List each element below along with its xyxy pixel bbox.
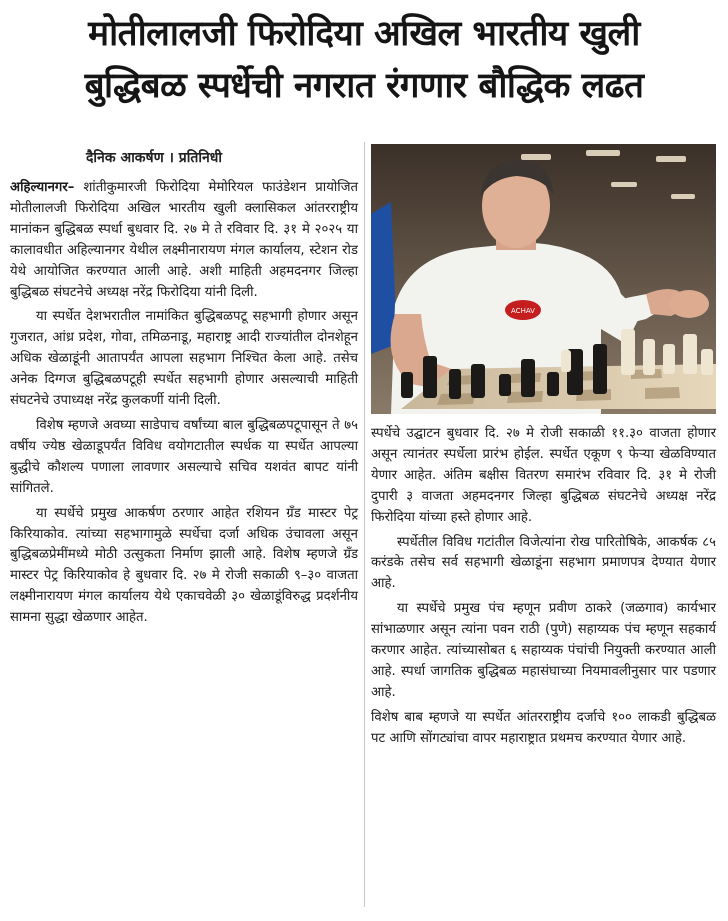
photo-illustration — [371, 144, 716, 414]
paragraph: या स्पर्धेत देशभरातील नामांकित बुद्धिबळपटू सहभागी होणार असून गुजरात, आंध्र प्रदेश, गोवा, तमिळनाडू, महाराष्ट्र आदी राज्यांतील दोनशेहून अधिक खेळाडूंनी आतापर्यंत आपला सहभाग निश्चित केला आहे. तसेच अनेक दिग्गज बुद्धिबळपटूही स्पर्धेत सहभागी होणार असल्याची माहिती संघटनेचे उपाध्यक्ष नरेंद्र कुलकर्णी यांनी दिली. — [10, 309, 358, 409]
paragraph: या स्पर्धेचे प्रमुख आकर्षण ठरणार आहेत रशियन ग्रँड मास्टर पेट्र किरियाकोव. त्यांच्या सहभागामुळे स्पर्धेचा दर्जा अधिक उंचावला असून बुद्धिबळप्रेमींमध्ये मोठी उत्सुकता निर्माण झाली आहे. विशेष म्हणजे ग्रँड मास्टर पेट्र किरियाकोव हे बुधवार दि. २७ मे रोजी सकाळी ९–३० वाजता लक्ष्मीनारायण मंगल कार्यालय येथे एकाचवेळी ३० खेळाडूंविरुद्ध प्रदर्शनीय सामना सुद्धा खेळणार आहेत. — [10, 505, 358, 626]
paragraph-text: शांतीकुमारजी फिरोदिया मेमोरियल फाउंडेशन प्रायोजित मोतीलालजी फिरोदिया अखिल भारतीय खुली क्लासिकल आंतरराष्ट्रीय मानांकन बुद्धिबळ स्पर्धा बुधवार दि. २७ मे ते रविवार दि. ३१ मे २०२५ या कालावधीत अहिल्यानगर येथील लक्ष्मीनारायण मंगल कार्यालय, स्टेशन रोड येथे आयोजित करण्यात आली आहे. अशी माहिती अहमदनगर जिल्हा बुद्धिबळ संघटनेचे अध्यक्ष नरेंद्र फिरोदिया यांनी दिली. — [10, 180, 359, 300]
chess-player-photo — [371, 144, 716, 414]
left-column — [10, 178, 358, 633]
column-divider — [364, 142, 365, 907]
paragraph: विशेष बाब म्हणजे या स्पर्धेत आंतरराष्ट्रीय दर्जाचे १०० लाकडी बुद्धिबळ पट आणि सोंगट्यांचा वापर महाराष्ट्रात प्रथमच करण्यात येणार आहे. — [371, 709, 716, 746]
headline-line-2: बुद्धिबळ स्पर्धेची नगरात रंगणार बौद्धिक लढत — [84, 66, 644, 106]
paragraph: स्पर्धेचे उद्घाटन बुधवार दि. २७ मे रोजी सकाळी ११.३० वाजता होणार असून त्यानंतर स्पर्धेला प्रारंभ होईल. स्पर्धेत एकूण ९ फेऱ्या खेळविण्यात येणार आहेत. अंतिम बक्षीस वितरण समारंभ रविवार दि. ३१ मे रोजी दुपारी ३ वाजता अहमदनगर जिल्हा बुद्धिबळ संघटनेचे अध्यक्ष नरेंद्र फिरोदिया यांच्या हस्ते होणार आहे. — [371, 426, 716, 525]
headline-line-1: मोतीलालजी फिरोदिया अखिल भारतीय खुली — [88, 14, 640, 54]
paragraph: या स्पर्धेचे प्रमुख पंच म्हणून प्रवीण ठाकरे (जळगाव) कार्यभार सांभाळणार असून त्यांना पवन राठी (पुणे) सहाय्यक पंच म्हणून सहकार्य करणार आहेत. त्यांच्यासोबत ६ सहाय्यक पंचांची नियुक्ती करण्यात आली आहे. स्पर्धा जागतिक बुद्धिबळ महासंघाच्या नियमावलीनुसार पार पडणार आहे. — [371, 601, 716, 700]
byline: दैनिक आकर्षण । प्रतिनिधी — [86, 150, 222, 166]
right-column — [371, 424, 716, 754]
dateline-place: अहिल्यानगर– — [10, 180, 75, 195]
paragraph: स्पर्धेतील विविध गटांतील विजेत्यांना रोख पारितोषिके, आकर्षक ८५ करंडके तसेच सर्व सहभागी खेळाडूंना सहभाग प्रमाणपत्र देण्यात येणार आहे. — [371, 534, 716, 592]
shirt-badge-text: ACHAV — [511, 307, 535, 315]
paragraph: विशेष म्हणजे अवघ्या साडेपाच वर्षांच्या बाल बुद्धिबळपटूपासून ते ७५ वर्षीय ज्येष्ठ खेळाडूपर्यंत विविध वयोगटातील स्पर्धक या स्पर्धेत आपल्या बुद्धीचे कौशल्य पणाला लावणार असल्याचे सचिव यशवंत बापट यांनी सांगितले. — [10, 417, 358, 496]
paragraph — [10, 178, 358, 303]
headline — [0, 8, 728, 112]
